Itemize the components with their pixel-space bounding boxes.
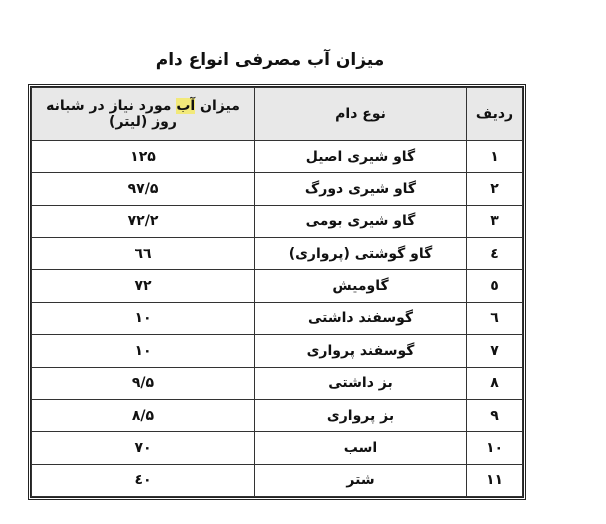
row-water: ۱۰: [32, 302, 255, 334]
row-index: ۱: [467, 141, 523, 173]
row-livestock: گاو شیری اصیل: [255, 141, 467, 173]
table-row: [32, 238, 523, 270]
row-livestock: گاو گوشتی (پرواری): [255, 238, 467, 270]
header-index: ردیف: [467, 88, 523, 141]
table-row: [32, 173, 523, 205]
table-row: [32, 335, 523, 367]
row-livestock: گوسفند داشتی: [255, 302, 467, 334]
row-water: ٦٦: [32, 238, 255, 270]
row-index: ۲: [467, 173, 523, 205]
row-livestock: گوسفند پرواری: [255, 335, 467, 367]
row-index: ٤: [467, 238, 523, 270]
water-table: [31, 87, 523, 497]
row-index: ۱۱: [467, 464, 523, 496]
header-water-pre: میزان: [195, 98, 240, 114]
row-livestock: اسب: [255, 432, 467, 464]
row-water: ۷۲/۲: [32, 205, 255, 237]
row-index: ۳: [467, 205, 523, 237]
row-livestock: شتر: [255, 464, 467, 496]
row-index: ۹: [467, 399, 523, 431]
table-row: [32, 399, 523, 431]
row-water: ۸/۵: [32, 399, 255, 431]
table-row: [32, 302, 523, 334]
table-row: [32, 270, 523, 302]
header-livestock: نوع دام: [255, 88, 467, 141]
header-water-post: مورد نیاز در شبانه روز (لیتر): [46, 98, 177, 130]
row-livestock: بز پرواری: [255, 399, 467, 431]
row-livestock: گاو شیری بومی: [255, 205, 467, 237]
row-index: ۷: [467, 335, 523, 367]
row-water: ۷۲: [32, 270, 255, 302]
row-water: ۹/۵: [32, 367, 255, 399]
row-water: ۱۲۵: [32, 141, 255, 173]
row-water: ۷۰: [32, 432, 255, 464]
page-title: میزان آب مصرفی انواع دام: [155, 50, 385, 70]
table-row: [32, 367, 523, 399]
row-livestock: گاومیش: [255, 270, 467, 302]
row-water: ۱۰: [32, 335, 255, 367]
table-row: [32, 205, 523, 237]
water-table-frame: [28, 84, 526, 500]
header-water-highlight: آب: [176, 98, 196, 114]
row-livestock: بز داشتی: [255, 367, 467, 399]
row-index: ٥: [467, 270, 523, 302]
row-index: ۸: [467, 367, 523, 399]
row-livestock: گاو شیری دورگ: [255, 173, 467, 205]
header-water: [32, 88, 255, 141]
row-index: ۱۰: [467, 432, 523, 464]
table-row: [32, 432, 523, 464]
row-index: ٦: [467, 302, 523, 334]
table-row: [32, 464, 523, 496]
row-water: ۹۷/۵: [32, 173, 255, 205]
row-water: ٤۰: [32, 464, 255, 496]
table-header-row: [32, 88, 523, 141]
table-row: [32, 141, 523, 173]
